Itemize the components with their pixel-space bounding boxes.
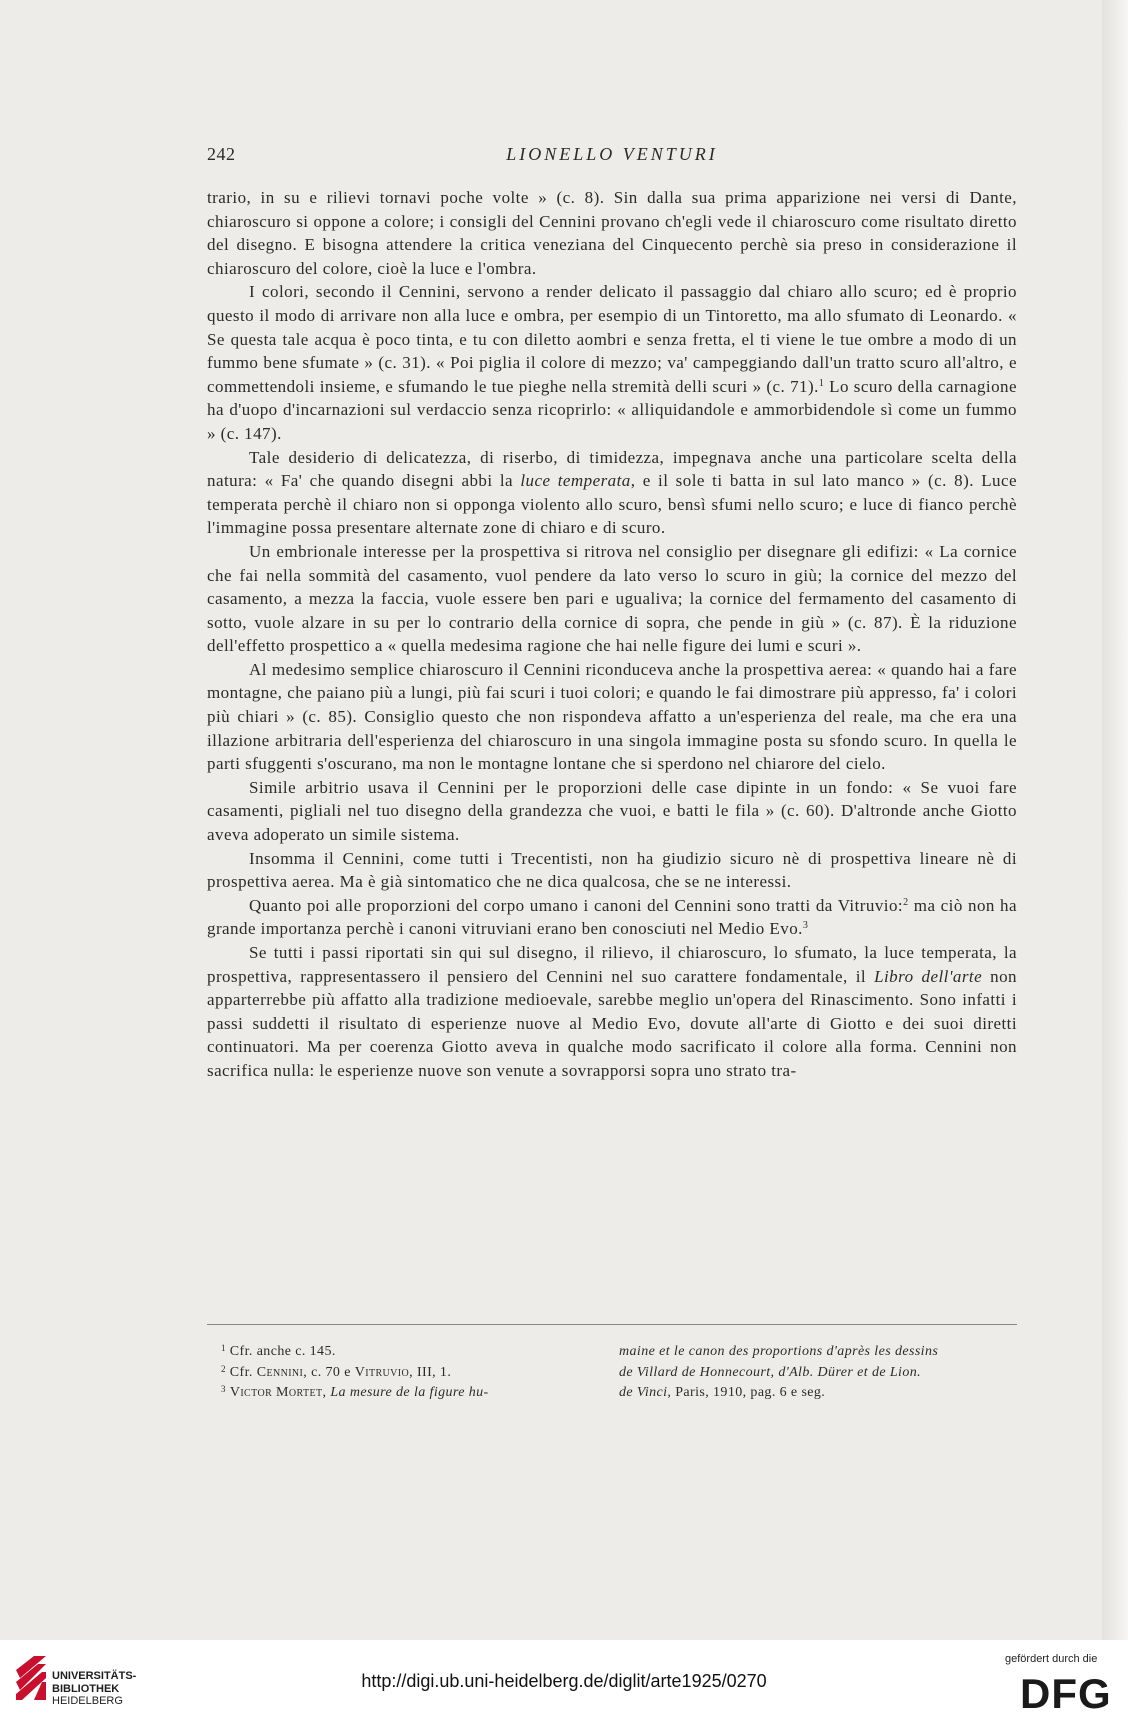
library-name: UNIVERSITÄTS- BIBLIOTHEK HEIDELBERG (52, 1670, 137, 1707)
paragraph-3: Tale desiderio di delicatezza, di riserbo, di timidezza, impegnava anche una particolare scelta della natura: « Fa' che quando disegni abbi la luce temperata, e il sole ti batta in sul lato manco » (c. 8). Luce temperata perchè il chiaro non si opponga violento allo scuro, bensì sfumi nello scuro; e luce di fianco perchè l'immagine possa presentare alternate zone di chiaro e di scuro. (207, 447, 1018, 538)
paragraph-5: Al medesimo semplice chiaroscuro il Cennini riconduceva anche la prospettiva aerea: « quando hai a fare montagne, che paiano più a lungi, più fai scuri i tuoi colori; e quando le fai dimostrare più appresso, fa' i colori più chiari » (c. 85). Consiglio questo che non rispondeva affatto a un'esperienza del reale, ma che era una illazione arbitraria dell'esperienza del chiaroscuro in una singola immagine posta su sfondo scuro. In quella le parti sfuggenti s'oscurano, ma non le montagne lontane che si sperdono nel chiarore del cielo. (207, 659, 1017, 774)
footnote-3: $^3$ Victor Mortet, La mesure de la figure hu- (221, 1384, 489, 1400)
footnote-1: $^1$ Cfr. anche c. 145. (221, 1343, 336, 1359)
paragraph-4: Un embrionale interesse per la prospettiva si ritrova nel consiglio per disegnare gli edifizi: « La cornice che fai nella sommità del casamento, vuol pendere da lato verso lo scuro in giù; la cornice del mezzo del casamento, a mezza la faccia, vuole essere ben pari e ugualiva; la cornice del fermamento del casamento di sotto, vuole alzare in su per lo contrario della cornice di sopra, che pende in giù » (c. 87). È la riduzione dell'effetto prospettico a « quella medesima ragione che hai nelle figure dei lumi e scuri ». (207, 541, 1017, 656)
funding-caption: gefördert durch die (1005, 1653, 1098, 1665)
footnote-3-cont-3: de Vinci, Paris, 1910, pag. 6 e seg. (619, 1385, 826, 1400)
paragraph-2: I colori, secondo il Cennini, servono a render delicato il passaggio dal chiaro allo scuro; ed è proprio questo il modo di arrivare non alla luce e ombra, per esempio di un Tintoretto, ma allo sfumato di Leonardo. « Se questa tale acqua è poco tinta, e tu con diletto aombri e senza fretta, el ti viene le tue ombre a modo di un fummo bene sfumate » (c. 31). « Poi piglia il colore di mezzo; va' campeggiando dall'un tratto scuro all'altro, e commettendoli insieme, e sfumando le tue pieghe nella stremità delli scuri » (c. 71).$^1$ Lo scuro della carnagione ha d'uopo d'incarnazioni sul verdaccio senza ricoprirlo: « alliquidandole e ammorbidendole sì come un fummo » (c. 147). (207, 282, 1017, 443)
source-url-link[interactable]: http://digi.ub.uni-heidelberg.de/diglit/arte1925/0270 (361, 1671, 767, 1691)
page-number: 242 (207, 144, 236, 164)
footnote-ref-2: 2 (903, 896, 909, 908)
paragraph-7: Insomma il Cennini, come tutti i Trecentisti, non ha giudizio sicuro nè di prospettiva lineare nè di prospettiva aerea. Ma è già sintomatico che ne dica qualcosa, che se ne interessi. (207, 848, 1017, 892)
footnote-3-cont-2: de Villard de Honnecourt, d'Alb. Dürer et de Lion. (619, 1364, 922, 1380)
paragraph-9: Se tutti i passi riportati sin qui sul disegno, il rilievo, il chiaroscuro, lo sfumato, la luce temperata, la prospettiva, rappresentassero il pensiero del Cennini nel suo carattere fondamentale, il Libro dell'arte non apparterrebbe più affatto alla tradizione medioevale, sarebbe meglio un'opera del Rinascimento. Sono infatti i passi suddetti il risultato di esperienze nuove al Medio Evo, dovute all'arte di Giotto e dei suoi diretti continuatori. Ma per coerenza Giotto aveva in qualche modo sacrificato il colore alla forma. Cennini non sacrifica nulla: le esperienze nuove son venute a sovrapporsi sopra uno strato tra- (207, 943, 1017, 1080)
paragraph-6: Simile arbitrio usava il Cennini per le proporzioni delle case dipinte in un fondo: « Se vuoi fare casamenti, pigliali nel tuo disegno della grandezza che vuoi, e batti le fila » (c. 60). D'altronde anche Giotto aveva adoperato un simile sistema. (207, 777, 1017, 845)
footnote-rule (207, 1324, 1017, 1325)
footnote-ref-1: 1 (818, 377, 825, 389)
running-head (207, 144, 1017, 168)
paragraph-8: Quanto poi alle proporzioni del corpo umano i canoni del Cennini sono tratti da Vitruvio:$^2$ ma ciò non ha grande importanza perchè i canoni vitruviani erano ben conosciuti nel Medio Evo.$^3$ (207, 895, 1018, 939)
footnotes-right-column (619, 1342, 1017, 1404)
paragraph-1: trario, in su e rilievi tornavi poche volte » (c. 8). Sin dalla sua prima apparizione nei versi di Dante, chiaroscuro si oppone a colore; i consigli del Cennini provano ch'egli vede il chiaroscuro come risultato diretto del disegno. E bisogna attendere la critica veneziana del Cinquecento perchè sia preso in considerazione il chiaroscuro del colore, cioè la luce e l'ombra. (207, 188, 1017, 278)
dfg-logo[interactable]: DFG (1020, 1670, 1112, 1717)
footnote-2: $^2$ Cfr. Cennini, c. 70 e Vitruvio, III, 1. (221, 1363, 452, 1380)
body-text (207, 186, 1017, 1083)
page-gutter-shadow (1102, 0, 1128, 1640)
footnote-3-cont-1: maine et le canon des proportions d'après les dessins (619, 1344, 939, 1359)
running-title: LIONELLO VENTURI (506, 144, 718, 164)
footnotes-left-column (221, 1342, 611, 1404)
footnote-ref-3: 3 (802, 920, 809, 932)
